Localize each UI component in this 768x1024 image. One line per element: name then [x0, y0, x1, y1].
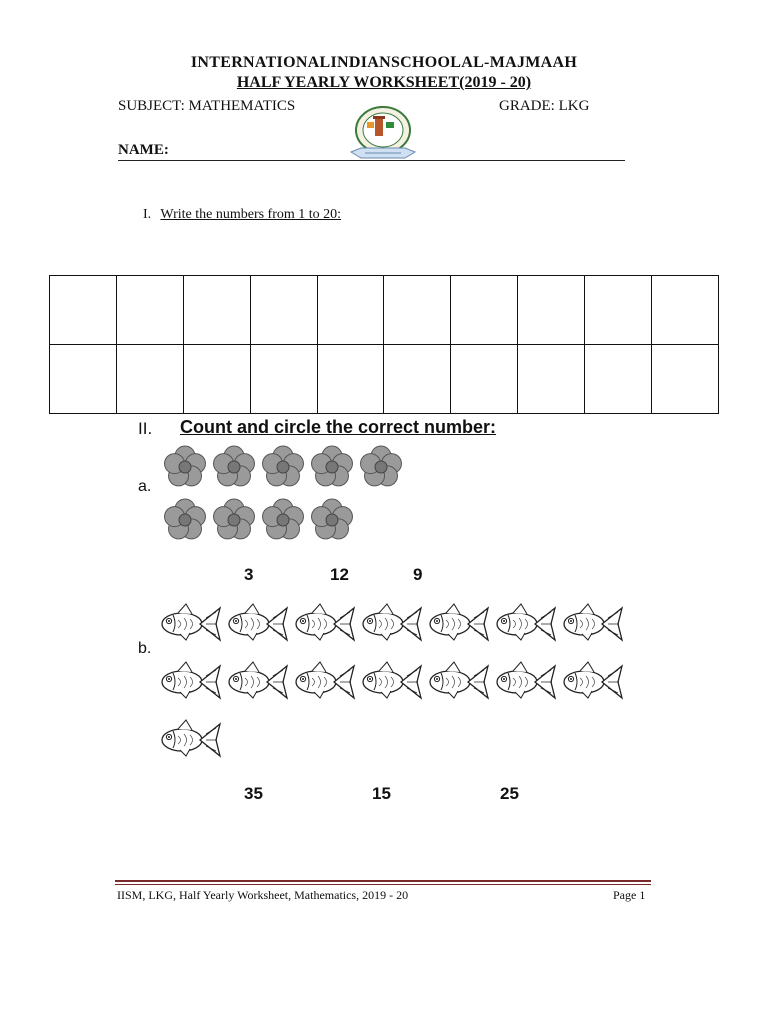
grid-cell[interactable]: [585, 345, 652, 414]
footer-text: IISM, LKG, Half Yearly Worksheet, Mathematics, 2019 - 20: [117, 888, 409, 902]
flower-icon: [165, 446, 206, 486]
grid-cell[interactable]: [652, 345, 719, 414]
fish-icon: [296, 662, 354, 698]
item-a-label: a.: [138, 478, 152, 495]
fish-icon: [564, 604, 622, 640]
grid-row: [50, 276, 719, 345]
answer-option[interactable]: 9: [413, 565, 423, 584]
fish-icon: [162, 720, 220, 756]
fish-icon: [296, 604, 354, 640]
grid-cell[interactable]: [451, 276, 518, 345]
fish-icon: [497, 662, 555, 698]
grid-cell[interactable]: [183, 345, 250, 414]
flower-icon: [263, 446, 304, 486]
section1-number: I.: [143, 207, 152, 222]
grid-cell[interactable]: [451, 345, 518, 414]
name-label: NAME:: [118, 142, 169, 158]
fish-icon: [430, 662, 488, 698]
number-writing-grid: [49, 275, 719, 414]
grid-cell[interactable]: [50, 345, 117, 414]
fish-icon: [430, 604, 488, 640]
section2-number: II.: [138, 419, 153, 438]
grade-label: GRADE: LKG: [499, 98, 590, 114]
item-b-label: b.: [138, 640, 152, 657]
fish-icon: [363, 662, 421, 698]
grid-cell[interactable]: [250, 345, 317, 414]
flower-group: [160, 444, 410, 544]
fish-group: [160, 600, 632, 760]
grid-cell[interactable]: [50, 276, 117, 345]
answer-option[interactable]: 25: [500, 784, 519, 803]
fish-icon: [363, 604, 421, 640]
flower-icon: [214, 499, 255, 539]
grid-cell[interactable]: [116, 345, 183, 414]
fish-icon: [162, 604, 220, 640]
grid-cell[interactable]: [652, 276, 719, 345]
section2-instruction: Count and circle the correct number:: [180, 417, 497, 437]
grid-cell[interactable]: [384, 276, 451, 345]
flower-icon: [312, 499, 353, 539]
footer-rule: [115, 884, 651, 885]
grid-row: [50, 345, 719, 414]
flower-icon: [165, 499, 206, 539]
flower-icon: [214, 446, 255, 486]
answer-option[interactable]: 15: [372, 784, 391, 803]
grid-cell[interactable]: [317, 276, 384, 345]
subject-label: SUBJECT: MATHEMATICS: [118, 98, 296, 114]
section1-heading: [143, 207, 341, 223]
grid-cell[interactable]: [518, 276, 585, 345]
footer-rule: [115, 880, 651, 882]
fish-icon: [564, 662, 622, 698]
fish-icon: [229, 662, 287, 698]
grid-cell[interactable]: [518, 345, 585, 414]
fish-icon: [229, 604, 287, 640]
school-name: INTERNATIONALINDIANSCHOOLAL-MAJMAAH: [190, 54, 578, 71]
school-logo: [347, 106, 419, 164]
grid-cell[interactable]: [183, 276, 250, 345]
section1-instruction: Write the numbers from 1 to 20:: [160, 207, 342, 222]
flower-icon: [361, 446, 402, 486]
answer-option[interactable]: 35: [244, 784, 263, 803]
worksheet-title: HALF YEARLY WORKSHEET(2019 - 20): [236, 74, 532, 91]
grid-cell[interactable]: [384, 345, 451, 414]
answer-option[interactable]: 3: [244, 565, 254, 584]
grid-cell[interactable]: [116, 276, 183, 345]
fish-icon: [497, 604, 555, 640]
grid-cell[interactable]: [585, 276, 652, 345]
flower-icon: [312, 446, 353, 486]
flower-icon: [263, 499, 304, 539]
grid-cell[interactable]: [317, 345, 384, 414]
fish-icon: [162, 662, 220, 698]
grid-cell[interactable]: [250, 276, 317, 345]
page-number: Page 1: [613, 888, 646, 902]
answer-option[interactable]: 12: [330, 565, 349, 584]
